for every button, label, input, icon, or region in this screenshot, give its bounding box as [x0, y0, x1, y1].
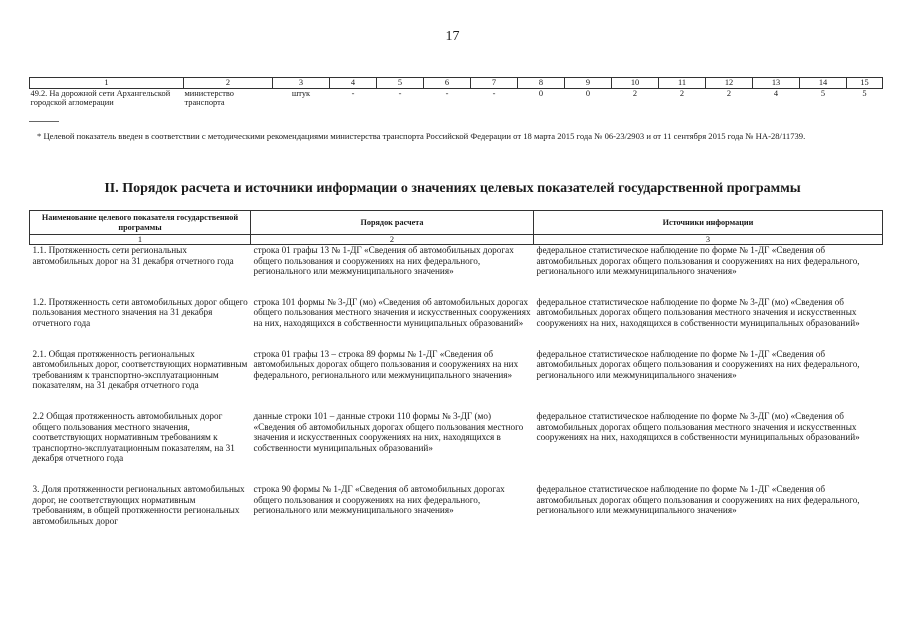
value-cell: 0: [585, 88, 591, 98]
value-cell: 0: [538, 88, 544, 98]
table-row: [30, 349, 883, 411]
column-number-row: [30, 78, 883, 89]
table-header-row: [30, 211, 883, 235]
column-number: 2: [251, 235, 534, 245]
unit: штук: [291, 88, 311, 98]
responsible-body: министерство транспорта: [184, 88, 234, 108]
column-number: 2: [184, 78, 273, 89]
table-row: [30, 484, 883, 526]
calculation-method: строка 101 формы № 3-ДГ (мо) «Сведения об автомобильных дорогах общего пользования местного значения и искусственных сооружениях на них, находящихся в собственности муниципальных образований»: [253, 296, 531, 328]
value-cell: 5: [820, 88, 826, 98]
column-number: 13: [753, 78, 800, 89]
information-source: федеральное статистическое наблюдение по форме № 3-ДГ (мо) «Сведения об автомобильных дорогах общего пользования местного значения и искусственных сооружениях на них, находящихся в собственности муниципальных образований»: [536, 296, 860, 328]
table-row: [30, 245, 883, 297]
information-source: федеральное статистическое наблюдение по форме № 1-ДГ «Сведения об автомобильных дорогах общего пользования и сооружениях на них федерального, регионального или межмуниципального значения»: [536, 483, 860, 516]
header-calculation: Порядок расчета: [251, 211, 534, 235]
calculation-method: строка 90 формы № 1-ДГ «Сведения об автомобильных дорогах общего пользования и сооружениях на них федерального, регионального или межмуниципального значения»: [253, 483, 505, 516]
indicator-name: 49.2. На дорожной сети Архангельской городской агломерации: [30, 88, 171, 108]
calculation-method-table: [29, 210, 883, 526]
calculation-method: данные строки 101 – данные строки 110 формы № 3-ДГ (мо) «Сведения об автомобильных дорогах общего пользования местного значения и искусственных сооружениях на них, находящихся в собственности муниципальных образований»: [253, 410, 524, 453]
column-number: 1: [30, 78, 184, 89]
table-row: [30, 297, 883, 349]
column-number: 3: [534, 235, 883, 245]
value-cell: -: [398, 88, 402, 98]
column-number: 6: [424, 78, 471, 89]
value-cell: 2: [632, 88, 638, 98]
column-number: 4: [330, 78, 377, 89]
indicator-name: 1.2. Протяженность сети автомобильных дорог общего пользования местного значения на 31 декабря отчетного года: [32, 296, 248, 328]
column-number: 1: [30, 235, 251, 245]
indicator-values-table: [29, 77, 883, 108]
indicator-name: 3. Доля протяженности региональных автомобильных дорог, не соответствующих нормативным требованиям, в общей протяженности региональных автомобильных дорог: [32, 483, 245, 526]
column-number: 3: [273, 78, 330, 89]
column-number: 15: [847, 78, 883, 89]
column-number: 5: [377, 78, 424, 89]
footnote: * Целевой показатель введен в соответствии с методическими рекомендациями министерства транспорта Российской Федерации от 18 марта 2015 года № 06-23/2903 и от 11 сентября 2015 года № НА-28/11739.: [37, 131, 806, 141]
calculation-method: строка 01 графы 13 – строка 89 формы № 1-ДГ «Сведения об автомобильных дорогах общего пользования и сооружениях на них федерального, регионального или межмуниципального значения»: [253, 348, 519, 380]
header-indicator-name: Наименование целевого показателя государственной программы: [30, 211, 251, 235]
value-cell: 4: [773, 88, 779, 98]
column-number-row: [30, 235, 883, 245]
information-source: федеральное статистическое наблюдение по форме № 1-ДГ «Сведения об автомобильных дорогах общего пользования и сооружениях на них федерального, регионального или межмуниципального значения»: [536, 348, 860, 380]
column-number: 14: [800, 78, 847, 89]
column-number: 10: [612, 78, 659, 89]
value-cell: 2: [726, 88, 732, 98]
column-number: 9: [565, 78, 612, 89]
header-sources: Источники информации: [534, 211, 883, 235]
column-number: 12: [706, 78, 753, 89]
page-number: 17: [445, 29, 460, 44]
column-number: 8: [518, 78, 565, 89]
section-title: II. Порядок расчета и источники информации о значениях целевых показателей государственной программы: [104, 181, 801, 196]
value-cell: -: [445, 88, 449, 98]
information-source: федеральное статистическое наблюдение по форме № 3-ДГ (мо) «Сведения об автомобильных дорогах общего пользования местного значения и искусственных сооружениях на них, находящихся в собственности муниципальных образований»: [536, 410, 860, 443]
column-number: 7: [471, 78, 518, 89]
value-cell: -: [351, 88, 355, 98]
calculation-method: строка 01 графы 13 № 1-ДГ «Сведения об автомобильных дорогах общего пользования и сооружениях на них федерального, регионального или межмуниципального значения»: [253, 245, 514, 277]
value-cell: -: [492, 88, 496, 98]
indicator-name: 2.2 Общая протяженность автомобильных дорог общего пользования местного значения, соответствующих нормативным требованиям к транспортно-эксплуатационным показателям, на 31 декабря отчетного года: [32, 410, 235, 464]
indicator-name: 2.1. Общая протяженность региональных автомобильных дорог, соответствующих нормативным требованиям к транспортно-эксплуатационным показателям, на 31 декабря отчетного года: [32, 348, 248, 391]
value-cell: 2: [679, 88, 685, 98]
indicator-name: 1.1. Протяженность сети региональных автомобильных дорог на 31 декабря отчетного года: [32, 245, 234, 266]
information-source: федеральное статистическое наблюдение по форме № 1-ДГ «Сведения об автомобильных дорогах общего пользования и сооружениях на них федерального, регионального или межмуниципального значения»: [536, 245, 860, 277]
table-row: [30, 88, 883, 108]
value-cell: 5: [862, 88, 867, 98]
table-row: [30, 411, 883, 484]
column-number: 11: [659, 78, 706, 89]
footnote-divider: [29, 121, 59, 122]
